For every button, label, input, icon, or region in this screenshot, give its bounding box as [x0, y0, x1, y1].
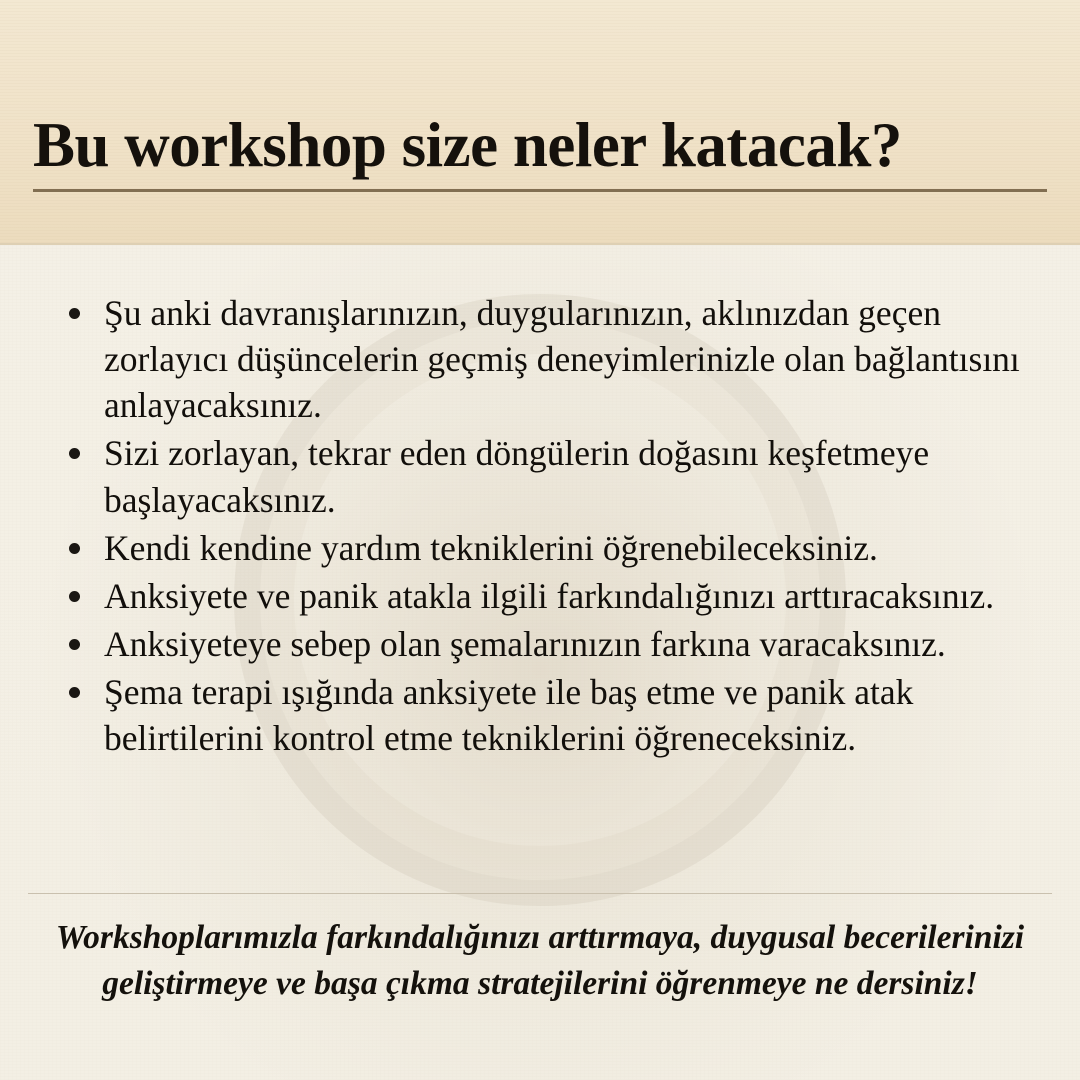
page-title: Bu workshop size neler katacak? [33, 110, 902, 180]
title-underline [33, 189, 1047, 192]
list-item: Kendi kendine yardım tekniklerini öğrenebileceksiniz. [62, 525, 1028, 571]
list-item: Sizi zorlayan, tekrar eden döngülerin doğasını keşfetmeye başlayacaksınız. [62, 430, 1028, 522]
list-item: Anksiyete ve panik atakla ilgili farkındalığınızı arttıracaksınız. [62, 573, 1028, 619]
footer-divider [28, 893, 1052, 894]
list-item: Şema terapi ışığında anksiyete ile baş etme ve panik atak belirtilerini kontrol etme tekniklerini öğreneceksiniz. [62, 669, 1028, 761]
list-item: Şu anki davranışlarınızın, duygularınızın, aklınızdan geçen zorlayıcı düşüncelerin geçmiş deneyimlerinizle olan bağlantısını anlayacaksınız. [62, 290, 1028, 428]
benefits-list [0, 243, 1080, 761]
slide-content [0, 243, 1080, 1080]
list-item: Anksiyeteye sebep olan şemalarınızın farkına varacaksınız. [62, 621, 1028, 667]
slide-header [0, 0, 1080, 245]
closing-statement: Workshoplarımızla farkındalığınızı arttırmaya, duygusal becerilerinizi geliştirmeye ve başa çıkma stratejilerini öğrenmeye ne dersiniz! [55, 919, 1025, 1003]
